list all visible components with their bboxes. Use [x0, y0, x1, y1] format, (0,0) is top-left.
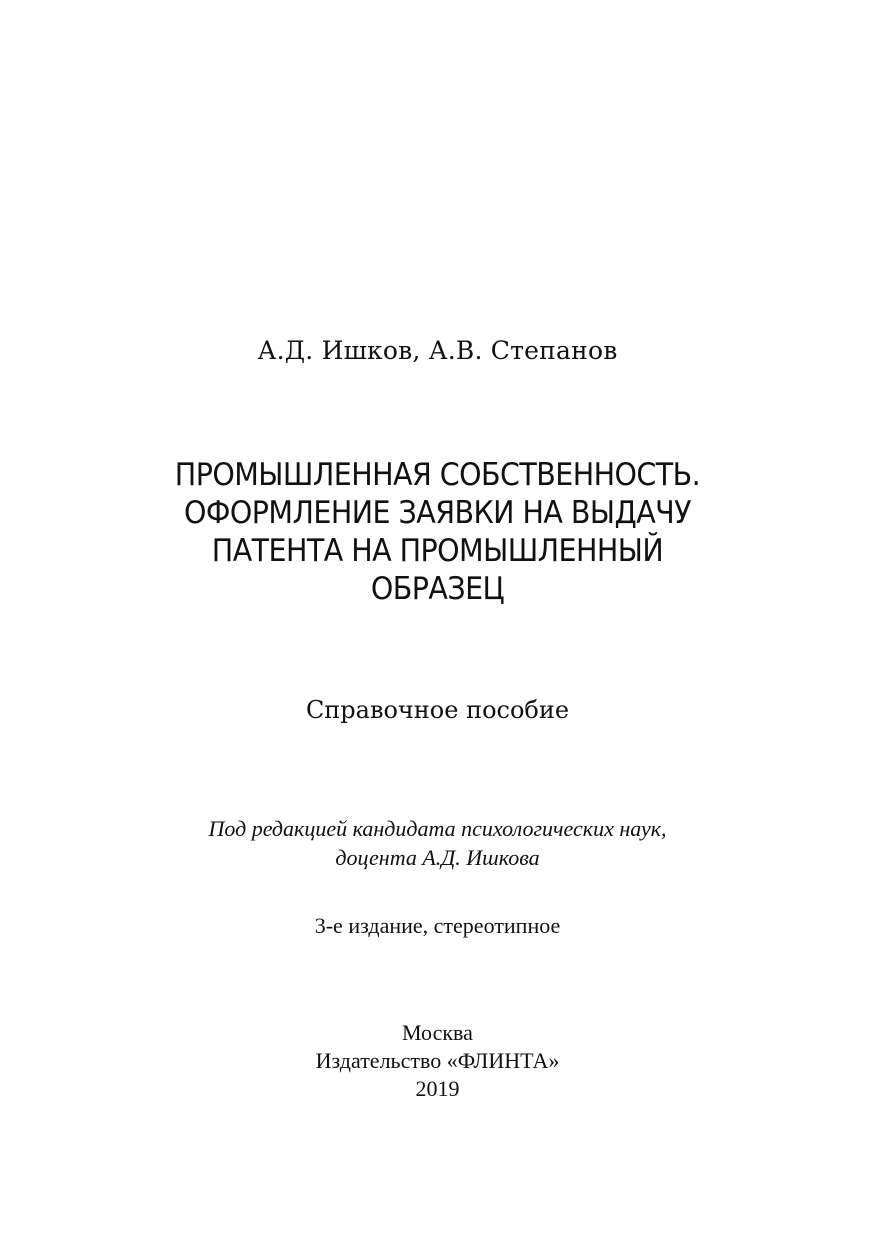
- imprint-publisher: Издательство «ФЛИНТА»: [315, 1048, 560, 1073]
- imprint-year: 2019: [415, 1076, 460, 1101]
- editor-line-1: Под редакцией кандидата психологических наук,: [208, 816, 667, 841]
- editor-line-2: доцента А.Д. Ишкова: [335, 845, 540, 870]
- edition-note: 3-е издание, стереотипное: [314, 913, 561, 938]
- editor-note: [0, 814, 875, 872]
- book-authors: А.Д. Ишков, А.В. Степанов: [257, 336, 618, 365]
- book-genre: Справочное пособие: [305, 696, 570, 724]
- imprint-city: Москва: [402, 1020, 473, 1045]
- title-line-3: ПАТЕНТА НА ПРОМЫШЛЕННЫЙ: [211, 533, 664, 569]
- title-line-2: ОФОРМЛЕНИЕ ЗАЯВКИ НА ВЫДАЧУ: [183, 495, 691, 531]
- title-line-1: ПРОМЫШЛЕННАЯ СОБСТВЕННОСТЬ.: [174, 457, 701, 493]
- publisher-imprint: [0, 1019, 875, 1103]
- title-line-4: ОБРАЗЕЦ: [370, 571, 505, 607]
- book-title: [35, 456, 840, 608]
